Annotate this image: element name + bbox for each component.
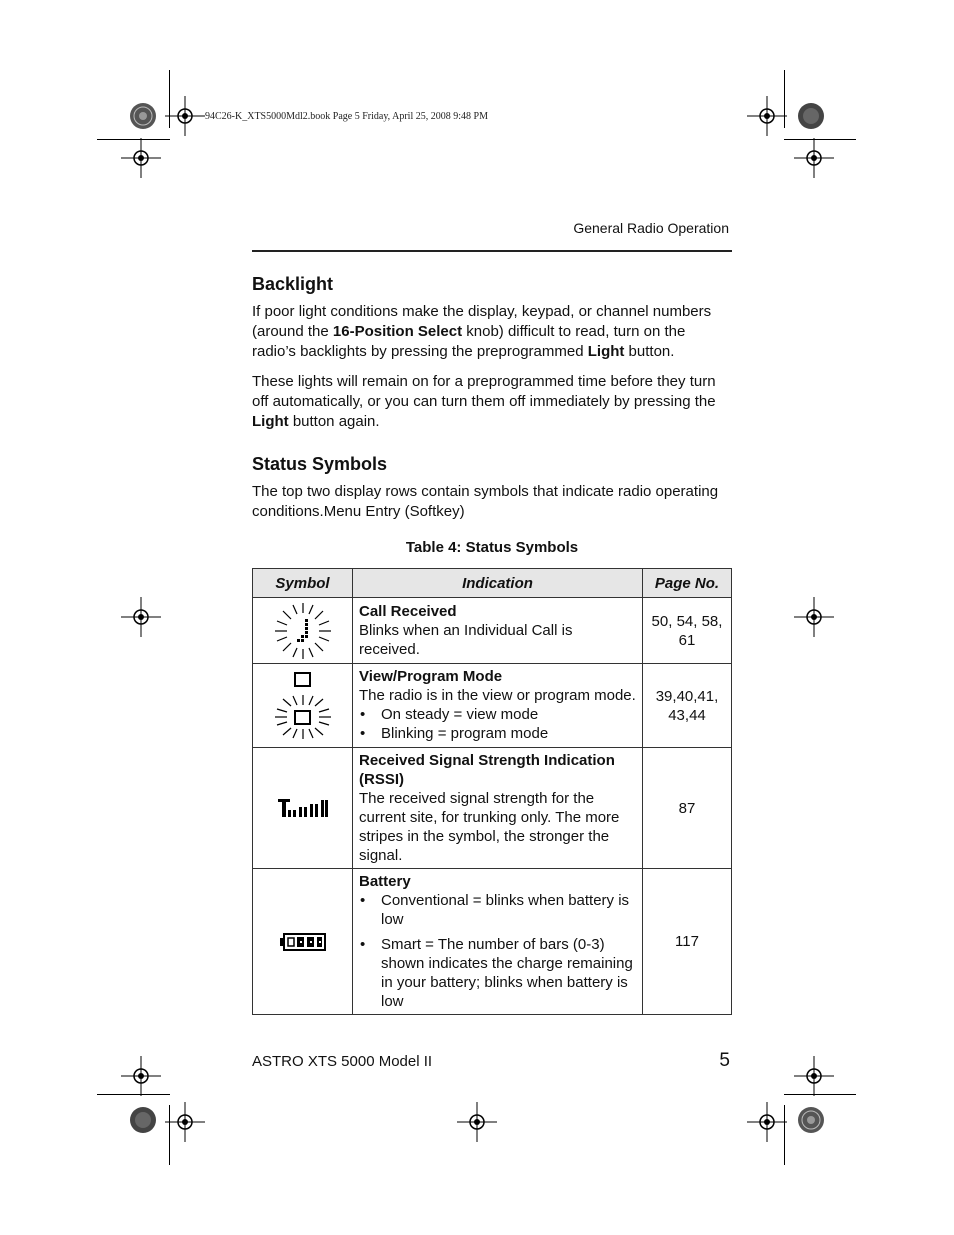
footer-page-number: 5: [719, 1050, 730, 1071]
list-item: • On steady = view mode: [359, 705, 636, 724]
indication-description: The received signal strength for the current site, for trunking only. The more stripes in the symbol, the stronger the signal.: [359, 789, 620, 864]
crosshair-mark-icon: [747, 1102, 787, 1142]
page-number-cell: 117: [643, 869, 732, 1015]
status-symbols-table: [252, 568, 732, 1015]
crosshair-mark-icon: [794, 138, 834, 178]
registration-mark-icon: [796, 101, 826, 131]
print-info-line: 94C26-K_XTS5000Mdl2.book Page 5 Friday, April 25, 2008 9:48 PM: [205, 111, 488, 122]
battery-icon: [279, 933, 327, 951]
indication-title: Call Received: [359, 602, 457, 620]
indication-title: Battery: [359, 872, 411, 890]
registration-mark-icon: [128, 101, 158, 131]
backlight-paragraph-2: These lights will remain on for a preprogrammed time before they turn off automatically, or you can turn them off immediately by pressing the Light button again.: [252, 373, 716, 430]
indication-cell: [353, 869, 643, 1015]
indication-cell: [353, 598, 643, 664]
indication-cell: [353, 748, 643, 869]
table-row: [253, 664, 732, 748]
symbol-cell: [253, 664, 353, 748]
page-number-cell: 50, 54, 58, 61: [643, 598, 732, 664]
table-row: [253, 748, 732, 869]
table-row: [253, 869, 732, 1015]
list-item: • Conventional = blinks when battery is low: [359, 891, 636, 929]
table-header-row: [253, 569, 732, 598]
status-symbols-heading: Status Symbols: [252, 454, 388, 474]
running-head: General Radio Operation: [573, 220, 729, 236]
indication-bullets: [359, 891, 636, 1011]
symbol-cell: [253, 748, 353, 869]
column-header-page: Page No.: [643, 569, 732, 598]
page-content: [252, 272, 732, 1015]
call-received-icon: [271, 601, 335, 661]
crosshair-mark-icon: [794, 1056, 834, 1096]
crosshair-mark-icon: [165, 1102, 205, 1142]
indication-bullets: [359, 705, 636, 743]
page-number-cell: 39,40,41, 43,44: [643, 664, 732, 748]
crosshair-mark-icon: [121, 1056, 161, 1096]
indication-title: Received Signal Strength Indication (RSSI): [359, 751, 615, 788]
backlight-paragraph-1: If poor light conditions make the display, keypad, or channel numbers (around the 16-Position Select knob) difficult to read, turn on the radio’s backlights by pressing the preprogrammed Light button.: [252, 303, 712, 360]
page-number-cell: 87: [643, 748, 732, 869]
crosshair-mark-icon: [794, 597, 834, 637]
crosshair-mark-icon: [747, 96, 787, 136]
backlight-heading: Backlight: [252, 274, 334, 294]
indication-description: Blinks when an Individual Call is received.: [359, 621, 573, 658]
header-rule: [252, 250, 732, 252]
table-caption: Table 4: Status Symbols: [405, 539, 579, 556]
table-row: [253, 598, 732, 664]
status-symbols-intro: The top two display rows contain symbols that indicate radio operating conditions.Menu Entry (Softkey): [252, 483, 719, 520]
crosshair-mark-icon: [121, 597, 161, 637]
crosshair-mark-icon: [457, 1102, 497, 1142]
view-program-mode-icon: [271, 671, 335, 741]
symbol-cell: [253, 869, 353, 1015]
crosshair-mark-icon: [165, 96, 205, 136]
indication-cell: [353, 664, 643, 748]
registration-mark-icon: [128, 1105, 158, 1135]
column-header-indication: Indication: [353, 569, 643, 598]
registration-mark-icon: [796, 1105, 826, 1135]
crosshair-mark-icon: [121, 138, 161, 178]
rssi-icon: [277, 798, 329, 818]
footer-product-name: ASTRO XTS 5000 Model II: [252, 1053, 433, 1070]
list-item: • Smart = The number of bars (0-3) shown indicates the charge remaining in your battery; blinks when battery is low: [359, 935, 636, 1011]
symbol-cell: [253, 598, 353, 664]
indication-title: View/Program Mode: [359, 668, 503, 685]
indication-description: The radio is in the view or program mode.: [359, 687, 636, 704]
list-item: • Blinking = program mode: [359, 724, 636, 743]
column-header-symbol: Symbol: [253, 569, 353, 598]
